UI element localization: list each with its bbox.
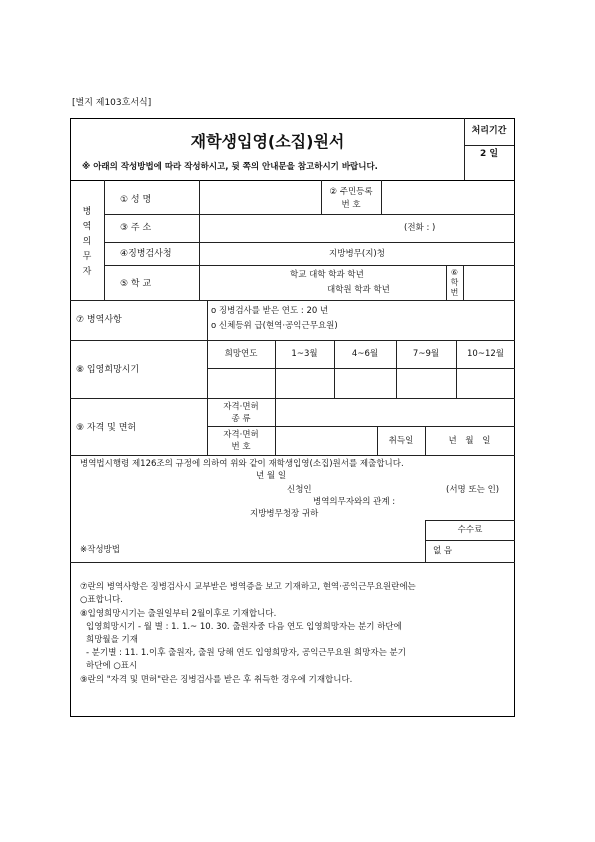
license-type-field[interactable] <box>276 399 513 425</box>
desired-year-field[interactable] <box>208 369 274 397</box>
student-number-field[interactable] <box>464 266 513 299</box>
obligor-side-label: 병 역 의 무 자 <box>82 207 92 277</box>
rrn-field[interactable] <box>382 181 513 213</box>
exam-year-line: o 징병검사를 받은 연도 : 20 년 <box>211 306 329 316</box>
phone-label: (전화 : ) <box>404 223 436 233</box>
section-line <box>70 340 515 341</box>
processing-label: 처리기간 <box>471 126 507 136</box>
note-line: ⑧입영희망시기는 출원일부터 2월이후로 기재합니다. <box>80 609 277 619</box>
school-line-2: 대학원 학과 학년 <box>327 285 390 295</box>
school-line-1: 학교 대학 학과 학년 <box>290 270 364 280</box>
physical-grade-line: o 신체등위 급(현역·공익근무요원) <box>211 321 338 331</box>
exam-office-label: ④징병검사청 <box>120 249 172 259</box>
license-number-label-1: 자격·면허 <box>223 430 259 440</box>
outer-bottom <box>70 716 515 717</box>
fee-label: 수수료 <box>457 525 483 535</box>
note-line: 희망월을 기재 <box>86 635 138 645</box>
note-line: ⑨란의 "자격 및 면허"란은 징병검사를 받은 후 취득한 경우에 기재합니다. <box>80 675 353 685</box>
form-number-label: [별지 제103호서식] <box>72 98 152 108</box>
acquired-date-label: 취득일 <box>388 436 414 446</box>
period-q3: 7~9월 <box>412 349 440 359</box>
period-q1-field[interactable] <box>276 369 333 397</box>
period-q2: 4~6월 <box>351 349 379 359</box>
address-label: ③ 주 소 <box>120 223 152 233</box>
license-number-label-2: 번 호 <box>231 442 251 452</box>
period-q3-field[interactable] <box>397 369 455 397</box>
period-q4-field[interactable] <box>457 369 513 397</box>
section-line <box>70 455 515 456</box>
military-status-label: ⑦ 병역사항 <box>76 315 122 325</box>
address-field[interactable] <box>200 215 510 241</box>
license-type-label-2: 종 류 <box>231 414 251 424</box>
student-number-label: ⑥ 학 번 <box>450 268 459 297</box>
period-q1: 1~3월 <box>291 349 318 359</box>
desired-year-header: 희망연도 <box>224 349 258 359</box>
rrn-label-2: 번 호 <box>341 200 361 210</box>
name-field[interactable] <box>200 181 320 213</box>
enlist-period-label: ⑧ 입영희망시기 <box>76 365 140 375</box>
processing-value: 2 일 <box>479 149 499 159</box>
note-line: - 분기별 : 11. 1.이후 출원자, 출원 당해 연도 입영희망자, 공익근무요원 희망자는 분기 <box>86 648 406 658</box>
relation-label: 병역의무자와의 관계 : <box>313 497 396 507</box>
signature-label: (서명 또는 인) <box>446 485 500 495</box>
addressee: 지방병무청장 귀하 <box>250 509 319 519</box>
period-q4: 10~12월 <box>467 349 504 359</box>
applicant-label: 신청인 <box>287 485 312 495</box>
obligor-side-divider <box>104 180 105 300</box>
name-label: ① 성 명 <box>120 195 152 205</box>
page-title: 재학생입영(소집)원서 <box>190 132 345 151</box>
license-label: ⑨ 자격 및 면허 <box>76 423 137 433</box>
exam-office-value: 지방병무(지)청 <box>329 249 385 259</box>
declaration-text: 병역법시행령 제126조의 규정에 의하여 위와 같이 재학생입영(소집)원서를 제출합니다. <box>80 459 404 469</box>
license-number-field[interactable] <box>276 427 376 454</box>
rrn-label-1: ② 주민등록 <box>329 187 373 197</box>
period-q2-field[interactable] <box>335 369 395 397</box>
note-line: ⑦란의 병역사항은 징병검사시 교부받은 병역증을 보고 기재하고, 현역·공익근무요원란에는 <box>80 582 416 592</box>
row-line <box>104 242 515 243</box>
school-label: ⑤ 학 교 <box>120 279 152 289</box>
row-line <box>104 265 515 266</box>
writing-method-label: ※작성방법 <box>80 545 120 555</box>
processing-split <box>464 145 514 146</box>
outer-top <box>70 118 515 119</box>
license-type-label-1: 자격·면허 <box>223 402 259 412</box>
section-line <box>70 562 515 563</box>
fee-split <box>425 540 515 541</box>
cell-divider <box>207 300 208 340</box>
outer-right <box>514 118 515 716</box>
note-line: ○표합니다. <box>80 595 123 605</box>
instruction-note: ※ 아래의 작성방법에 따라 작성하시고, 뒷 쪽의 안내문을 참고하시기 바랍니다. <box>82 162 378 172</box>
declaration-date: 년 월 일 <box>256 471 287 481</box>
note-line: 입영희망시기 - 월 별 : 1. 1.~ 10. 30. 출원자중 다음 연도 입영희망자는 분기 하단에 <box>86 622 402 632</box>
fee-top-line <box>425 520 515 521</box>
section-line <box>70 300 515 301</box>
fee-value: 없 음 <box>433 546 453 556</box>
acquired-date-value: 년 월 일 <box>448 436 491 446</box>
note-line: 하단에 ○표시 <box>86 661 138 671</box>
